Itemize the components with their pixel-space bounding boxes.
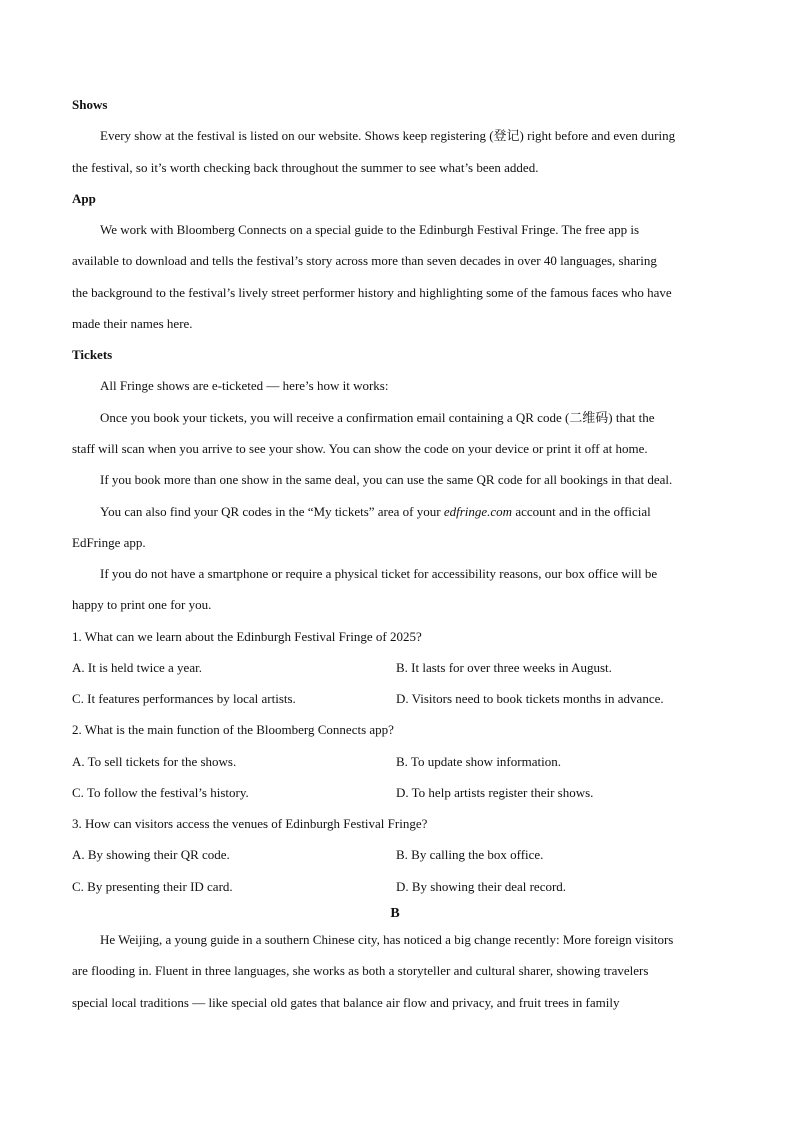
app-paragraph-line-3: the background to the festival’s lively street performer history and highlighting some of the famous faces who have <box>72 285 672 300</box>
section-b-line-2: are flooding in. Fluent in three languages, she works as both a storyteller and cultural sharer, showing travelers <box>72 963 649 978</box>
section-heading-b: B <box>390 906 400 921</box>
tickets-intro: All Fringe shows are e-ticketed — here’s how it works: <box>100 378 389 393</box>
edfringe-site-text: edfringe.com <box>443 504 513 519</box>
section-heading-app: App <box>72 191 96 206</box>
tickets-p4-line-2: happy to print one for you. <box>72 597 212 612</box>
tickets-p3-pre: You can also find your QR codes in the “My tickets” area of your <box>100 504 444 519</box>
question-3-option-a: A. By showing their QR code. <box>72 847 230 862</box>
question-2-stem: 2. What is the main function of the Bloomberg Connects app? <box>72 722 394 737</box>
tickets-p3-line-2: EdFringe app. <box>72 535 146 550</box>
question-2-option-a: A. To sell tickets for the shows. <box>72 754 237 769</box>
tickets-p3-post: account and in the official <box>512 504 651 519</box>
section-heading-shows: Shows <box>72 97 108 112</box>
app-paragraph-line-1: We work with Bloomberg Connects on a special guide to the Edinburgh Festival Fringe. The free app is <box>100 222 640 237</box>
tickets-p1-line-2: staff will scan when you arrive to see your show. You can show the code on your device or print it off at home. <box>72 441 648 456</box>
tickets-p3-line-1 <box>100 504 651 520</box>
question-1-option-c: C. It features performances by local artists. <box>72 691 296 706</box>
question-3-option-c: C. By presenting their ID card. <box>72 879 233 894</box>
question-3-stem: 3. How can visitors access the venues of Edinburgh Festival Fringe? <box>72 816 428 831</box>
question-2-option-b: B. To update show information. <box>396 754 561 769</box>
question-2-option-d: D. To help artists register their shows. <box>396 785 594 800</box>
app-paragraph-line-2: available to download and tells the festival’s story across more than seven decades in over 40 languages, sharing <box>72 253 657 268</box>
section-b-line-3: special local traditions — like special old gates that balance air flow and privacy, and fruit trees in family <box>72 995 620 1010</box>
shows-paragraph-line-2: the festival, so it’s worth checking back throughout the summer to see what’s been added. <box>72 160 539 175</box>
tickets-p2: If you book more than one show in the same deal, you can use the same QR code for all bookings in that deal. <box>100 472 673 487</box>
question-2-option-c: C. To follow the festival’s history. <box>72 785 249 800</box>
question-1-stem: 1. What can we learn about the Edinburgh Festival Fringe of 2025? <box>72 629 422 644</box>
question-1-option-d: D. Visitors need to book tickets months in advance. <box>396 691 664 706</box>
section-b-line-1: He Weijing, a young guide in a southern Chinese city, has noticed a big change recently: More foreign visitors <box>100 932 674 947</box>
tickets-p1-line-1: Once you book your tickets, you will receive a confirmation email containing a QR code (二维码) that the <box>100 410 655 425</box>
question-3-option-b: B. By calling the box office. <box>396 847 544 862</box>
question-3-option-d: D. By showing their deal record. <box>396 879 567 894</box>
question-1-option-b: B. It lasts for over three weeks in August. <box>396 660 612 675</box>
app-paragraph-line-4: made their names here. <box>72 316 193 331</box>
shows-paragraph-line-1: Every show at the festival is listed on our website. Shows keep registering (登记) right before and even during <box>100 128 676 143</box>
tickets-p4-line-1: If you do not have a smartphone or require a physical ticket for accessibility reasons, our box office will be <box>100 566 658 581</box>
section-heading-tickets: Tickets <box>72 347 113 362</box>
question-1-option-a: A. It is held twice a year. <box>72 660 202 675</box>
